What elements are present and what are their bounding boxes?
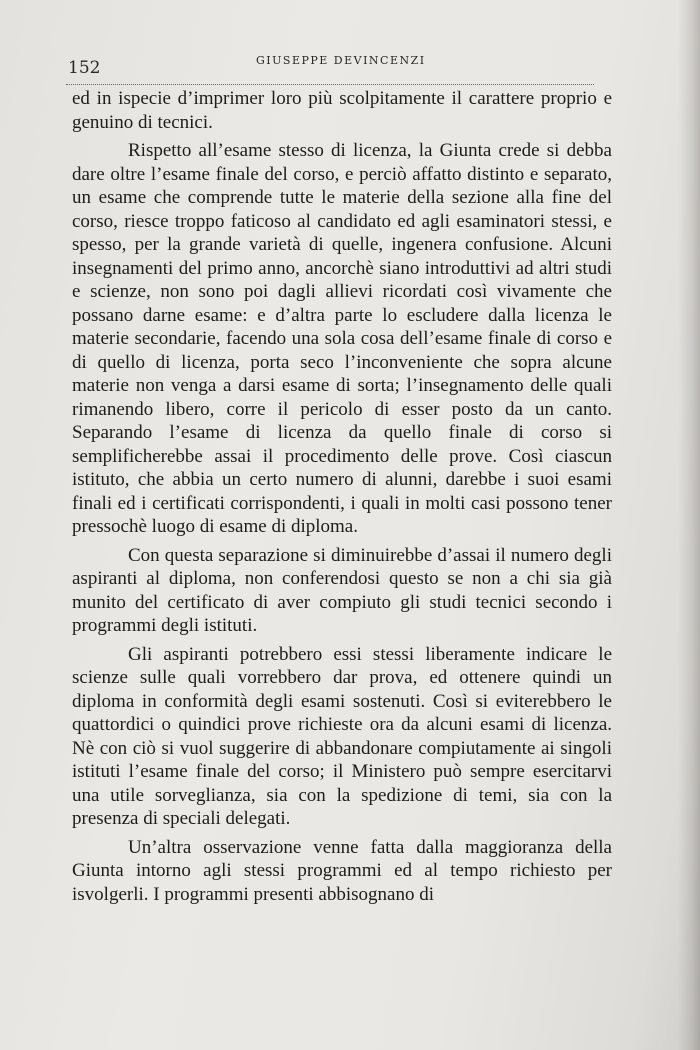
paragraph: Con questa separazione si diminuirebbe d’assai il numero degli aspiranti al diploma, non conferendosi questo se non a chi sia già munito del certificato di aver compiuto gli studi tecnici secondo i programmi degli istituti. [72, 544, 612, 636]
running-head: GIUSEPPE DEVINCENZI [256, 54, 426, 67]
paragraph: Un’altra osservazione venne fatta dalla maggioranza della Giunta intorno agli stessi programmi ed al tempo richiesto per isvolgerli. I programmi presenti abbisognano di [72, 836, 612, 905]
paragraph: Rispetto all’esame stesso di licenza, la Giunta crede si debba dare oltre l’esame finale del corso, e perciò affatto distinto e separato, un esame che comprende tutte le materie della sezione alla fine del corso, riesce troppo faticoso al candidato ed agli esaminatori stessi, e spesso, per la grande varietà di quelle, ingenera confusione. Alcuni insegnamenti del primo anno, ancorchè siano introduttivi ad altri studi e scienze, non sono poi dagli allievi ricordati così vivamente che possano darne esame: e d’altra parte lo escludere dalla licenza le materie secondarie, facendo una sola cosa dell’esame finale di corso e di quello di licenza, porta seco l’inconveniente che sopra alcune materie non venga a darsi esame di sorta; l’insegnamento delle quali rimanendo libero, corre il pericolo di esser posto da un canto. Separando l’esame di licenza da quello finale di corso si semplificherebbe assai il procedimento delle prove. Così ciascun istituto, che abbia un certo numero di alunni, darebbe i suoi esami finali ed i certificati corrispondenti, i quali in molti casi possono tener pressochè luogo di esame di diploma. [72, 140, 612, 537]
body-text [72, 87, 612, 911]
paragraph-continuation: ed in ispecie d’imprimer loro più scolpitamente il carattere proprio e genuino di tecnici. [72, 88, 612, 133]
page-number: 152 [68, 58, 101, 78]
page-header [66, 50, 594, 85]
paragraph: Gli aspiranti potrebbero essi stessi liberamente indicare le scienze sulle quali vorrebbero dar prova, ed ottenere quindi un diploma in conformità degli esami sostenuti. Così si eviterebbero le quattordici o quindici prove richieste ora da alcuni esami di licenza. Nè con ciò si vuol suggerire di abbandonare compiutamente ai singoli istituti l’esame finale del corso; il Ministero può sempre esercitarvi una utile sorveglianza, sia con la spedizione di temi, sia con la presenza di speciali delegati. [72, 643, 612, 829]
page-edge-shadow [678, 0, 700, 1050]
